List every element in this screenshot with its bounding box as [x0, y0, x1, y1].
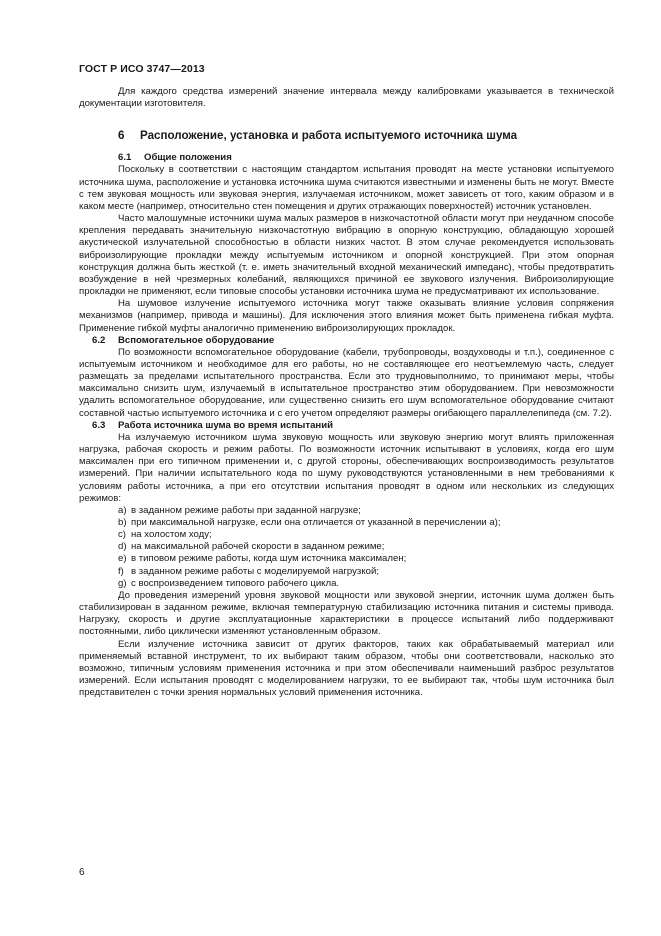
list-item: [79, 541, 614, 553]
list-item-text: с воспроизведением типового рабочего цикла.: [131, 577, 340, 589]
section-6-title: Расположение, установка и работа испытуемого источника шума: [140, 129, 518, 143]
list-marker: e): [118, 553, 127, 565]
section-6-2-heading: [92, 335, 614, 347]
section-6-1-title: Общие положения: [144, 152, 232, 164]
list-item: [79, 566, 614, 578]
s63-paragraph-1: До проведения измерений уровня звуковой мощности или звуковой энергии, источник шума должен быть стабилизирован в заданном режиме, включая температурную стабилизацию источника питания и системы привода. Нагрузку, скорость и другие эксплуатационные характеристики в процессе испытаний либо поддерживают постоянными, либо циклически изменяют установленным образом.: [79, 589, 614, 638]
s62-paragraph-1: По возможности вспомогательное оборудование (кабели, трубопроводы, воздуховоды и т.п.), соединенное с испытуемым источником и необходимое для его работы, но не составляющее его неотъемлемую часть, следует размещать за пределами испытательного пространства. Если это трудновыполнимо, то принимают меры, чтобы максимально снизить шум, излучаемый в испытательное пространство этим оборудованием. При невозможности удалить вспомогательное оборудование, или существенно снизить его шум вспомогательное оборудование считают составной частью испытуемого источника и с его учетом определяют размеры огибающего параллелепипеда (см. 7.2).: [79, 346, 614, 419]
intro-paragraph: Для каждого средства измерений значение интервала между калибровками указывается в технической документации изготовителя.: [79, 86, 614, 110]
section-6-3-title: Работа источника шума во время испытаний: [118, 419, 333, 431]
section-6-1-number: 6.1: [118, 152, 132, 164]
list-marker: b): [118, 517, 127, 528]
list-item-text: в заданном режиме работы при заданной нагрузке;: [131, 504, 361, 516]
page-content: [79, 86, 614, 699]
section-6-1-heading: [118, 152, 614, 164]
list-marker: d): [118, 541, 127, 553]
list-item: [79, 553, 614, 565]
section-6-3-number: 6.3: [92, 419, 106, 431]
section-6-2-title: Вспомогательное оборудование: [118, 334, 275, 346]
section-6-2-number: 6.2: [92, 334, 106, 346]
section-6-3-heading: [92, 420, 614, 432]
list-item: [79, 529, 614, 541]
s61-paragraph-2: Часто малошумные источники шума малых размеров в низкочастотной области могут при неудачном способе крепления передавать значительную низкочастотную вибрацию в опорную конструкцию, обладающую хорошей акустической излучательной способностью в области низких частот. В этом случае рекомендуется использовать виброизолирующие прокладки между испытуемым источником и опорной конструкцией. При этом опорная конструкция должна быть жесткой (т. е. иметь значительный входной механический импеданс), чтобы предотвратить возбуждение в ней чрезмерных колебаний, являющихся причиной ее звукового излучения. Виброизолирующие прокладки не применяют, если типовые способы установки источника шума не предусматривают их использование.: [79, 213, 614, 298]
operating-modes-list: [79, 505, 614, 590]
list-marker: c): [118, 529, 126, 541]
list-item: [79, 517, 614, 529]
page-number: 6: [79, 867, 85, 878]
s61-paragraph-3: На шумовое излучение испытуемого источника могут также оказывать влияние условия сопряжения механизмов (например, привода и машины). Для исключения этого влияния может быть применена гибкая муфта. Применение гибкой муфты аналогично применению виброизолирующих прокладок.: [79, 298, 614, 334]
s63-lead-paragraph: На излучаемую источником шума звуковую мощность или звуковую энергию могут влиять приложенная нагрузка, рабочая скорость и режим работы. По возможности источник испытывают в условиях, когда его шум максимален при его типичном применении и, с другой стороны, обеспечивающих воспроизводимость результатов измерений. При наличии испытательного кода по шуму руководствуются установленными в нем требованиями к условиям работы источника, а при его отсутствии испытания проводят в одном или нескольких из следующих режимов:: [79, 431, 614, 504]
list-item: [79, 505, 614, 517]
s63-paragraph-2: Если излучение источника зависит от других факторов, таких как обрабатываемый материал или применяемый вставной инструмент, то их выбирают таким образом, чтобы они соответствовали, насколько это возможно, типичным условиям применения источника и при этом обеспечивали наименьший разброс результатов измерений. Если испытания проводят с моделированием нагрузки, то ее выбирают так, чтобы шум источника был представителен с точки зрения нормальных условий применения источника.: [79, 638, 614, 699]
section-6-number: 6: [118, 129, 125, 143]
list-item: [79, 578, 614, 590]
list-marker: a): [118, 504, 127, 516]
list-item-text: на холостом ходу;: [131, 529, 212, 541]
section-6-heading: [118, 129, 614, 143]
list-marker: g): [118, 577, 127, 589]
list-item-text: в типовом режиме работы, когда шум источника максимален;: [131, 553, 407, 565]
list-item-text: при максимальной нагрузке, если она отличается от указанной в перечислении а);: [131, 517, 501, 528]
list-marker: f): [118, 565, 124, 577]
list-item-text: в заданном режиме работы с моделируемой нагрузкой;: [131, 565, 379, 577]
standard-header: ГОСТ Р ИСО 3747—2013: [79, 63, 205, 75]
s61-paragraph-1: Поскольку в соответствии с настоящим стандартом испытания проводят на месте установки испытуемого источника шума, расположение и установка источника шума считаются известными и изменены быть не могут. Вместе с тем звуковая мощность или звуковая энергия, излучаемая источником, может зависеть от того, каким образом и в каком месте (например, относительно стен помещения и других отражающих поверхностей) источник установлен.: [79, 164, 614, 212]
list-item-text: на максимальной рабочей скорости в заданном режиме;: [131, 541, 385, 553]
